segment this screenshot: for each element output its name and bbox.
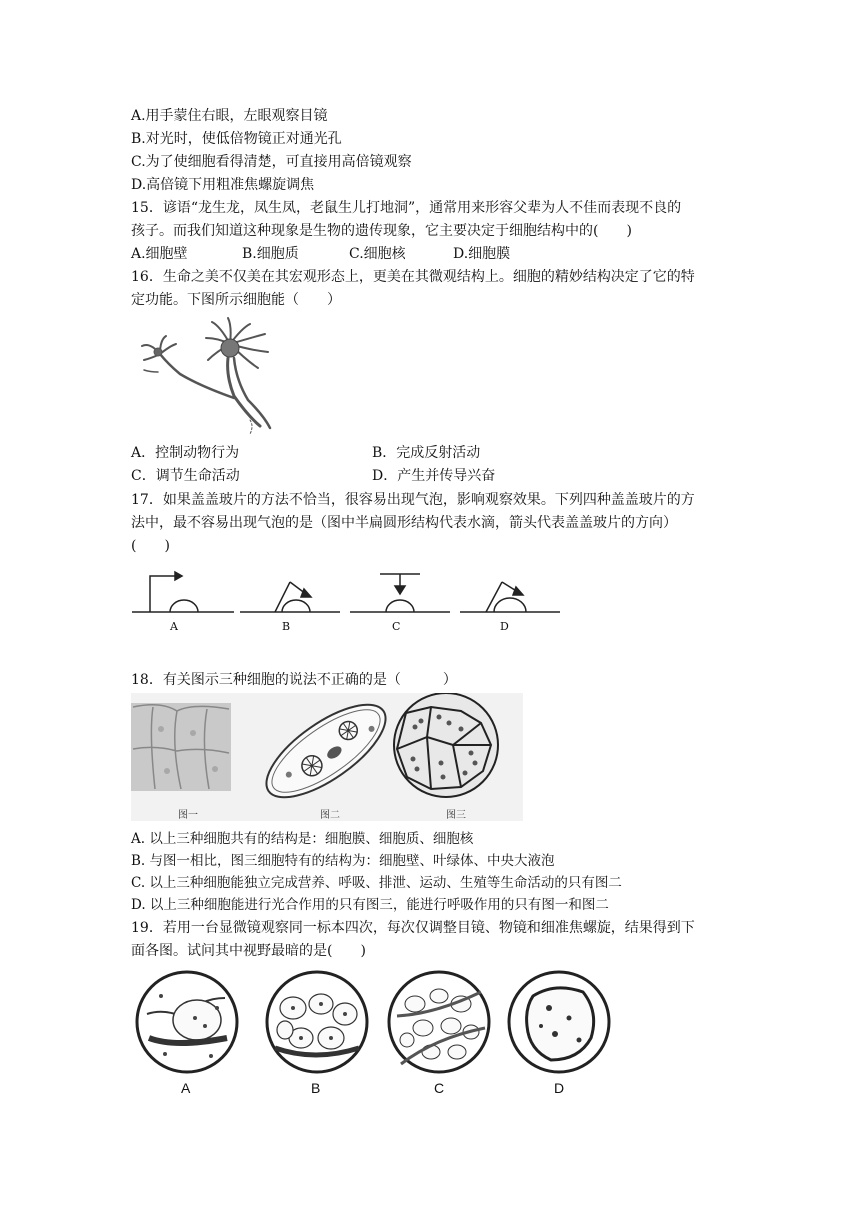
q17-stem-line3: ( ) — [131, 538, 170, 554]
q15-option-b: B.细胞质 — [242, 246, 299, 262]
q16-stem-line1: 16．生命之美不仅美在其宏观形态上，更美在其微观结构上。细胞的精妙结构决定了它的特 — [131, 269, 695, 285]
q18-option-d: D. 以上三种细胞能进行光合作用的只有图三，能进行呼吸作用的只有图一和图二 — [131, 897, 609, 913]
microscope-label-b: B — [311, 1080, 321, 1096]
q17-stem-line1: 17．如果盖盖玻片的方法不恰当，很容易出现气泡，影响观察效果。下列四种盖盖玻片的方 — [131, 492, 695, 508]
q18-stem: 18．有关图示三种细胞的说法不正确的是（ ） — [131, 672, 457, 688]
q15-stem-line1: 15．谚语“龙生龙，凤生凤，老鼠生儿打地洞”，通常用来形容父辈为人不佳而表现不良的 — [131, 200, 682, 216]
q17-stem-line2: 法中，最不容易出现气泡的是（图中半扁圆形结构代表水滴，箭头代表盖盖玻片的方向） — [131, 515, 677, 531]
cell-figure-label-1: 图一 — [178, 810, 198, 821]
coverslip-label-d: D — [500, 620, 509, 633]
cell-figure-label-3: 图三 — [446, 810, 466, 821]
q18-option-b: B. 与图一相比，图三细胞特有的结构为：细胞壁、叶绿体、中央大液泡 — [131, 853, 555, 869]
q16-option-a: A．控制动物行为 — [131, 445, 240, 461]
microscope-label-a: A — [181, 1080, 191, 1096]
neuron-figure — [130, 316, 290, 438]
q16-option-c: C．调节生命活动 — [131, 468, 240, 484]
q18-option-c: C. 以上三种细胞能独立完成营养、呼吸、排泄、运动、生殖等生命活动的只有图二 — [131, 875, 622, 891]
coverslip-figure — [130, 564, 570, 620]
q14-option-c: C.为了使细胞看得清楚，可直接用高倍镜观察 — [131, 154, 412, 170]
q14-option-a: A.用手蒙住右眼，左眼观察目镜 — [131, 108, 328, 124]
cell-figure-label-2: 图二 — [320, 810, 340, 821]
q15-option-c: C.细胞核 — [349, 246, 406, 262]
coverslip-label-a: A — [170, 620, 178, 633]
q16-option-d: D．产生并传导兴奋 — [372, 468, 496, 484]
coverslip-label-c: C — [392, 620, 401, 633]
q16-option-b: B．完成反射活动 — [372, 445, 481, 461]
q16-stem-line2: 定功能。下图所示细胞能（ ） — [131, 292, 341, 308]
three-cells-figure — [131, 693, 523, 821]
q15-stem-line2: 孩子。而我们知道这种现象是生物的遗传现象，它主要决定于细胞结构中的( ) — [131, 223, 632, 239]
q19-stem-line2: 面各图。试问其中视野最暗的是( ) — [131, 943, 366, 959]
microscope-views-figure — [135, 968, 615, 1080]
q14-option-b: B.对光时，使低倍物镜正对通光孔 — [131, 131, 342, 147]
q14-option-d: D.高倍镜下用粗准焦螺旋调焦 — [131, 177, 315, 193]
q19-stem-line1: 19．若用一台显微镜观察同一标本四次，每次仅调整目镜、物镜和细准焦螺旋，结果得到下 — [131, 920, 695, 936]
microscope-label-d: D — [554, 1080, 565, 1096]
coverslip-label-b: B — [282, 620, 291, 633]
microscope-label-c: C — [434, 1080, 445, 1096]
q15-option-a: A.细胞壁 — [131, 246, 188, 262]
q18-option-a: A. 以上三种细胞共有的结构是：细胞膜、细胞质、细胞核 — [131, 831, 474, 847]
q15-option-d: D.细胞膜 — [453, 246, 511, 262]
